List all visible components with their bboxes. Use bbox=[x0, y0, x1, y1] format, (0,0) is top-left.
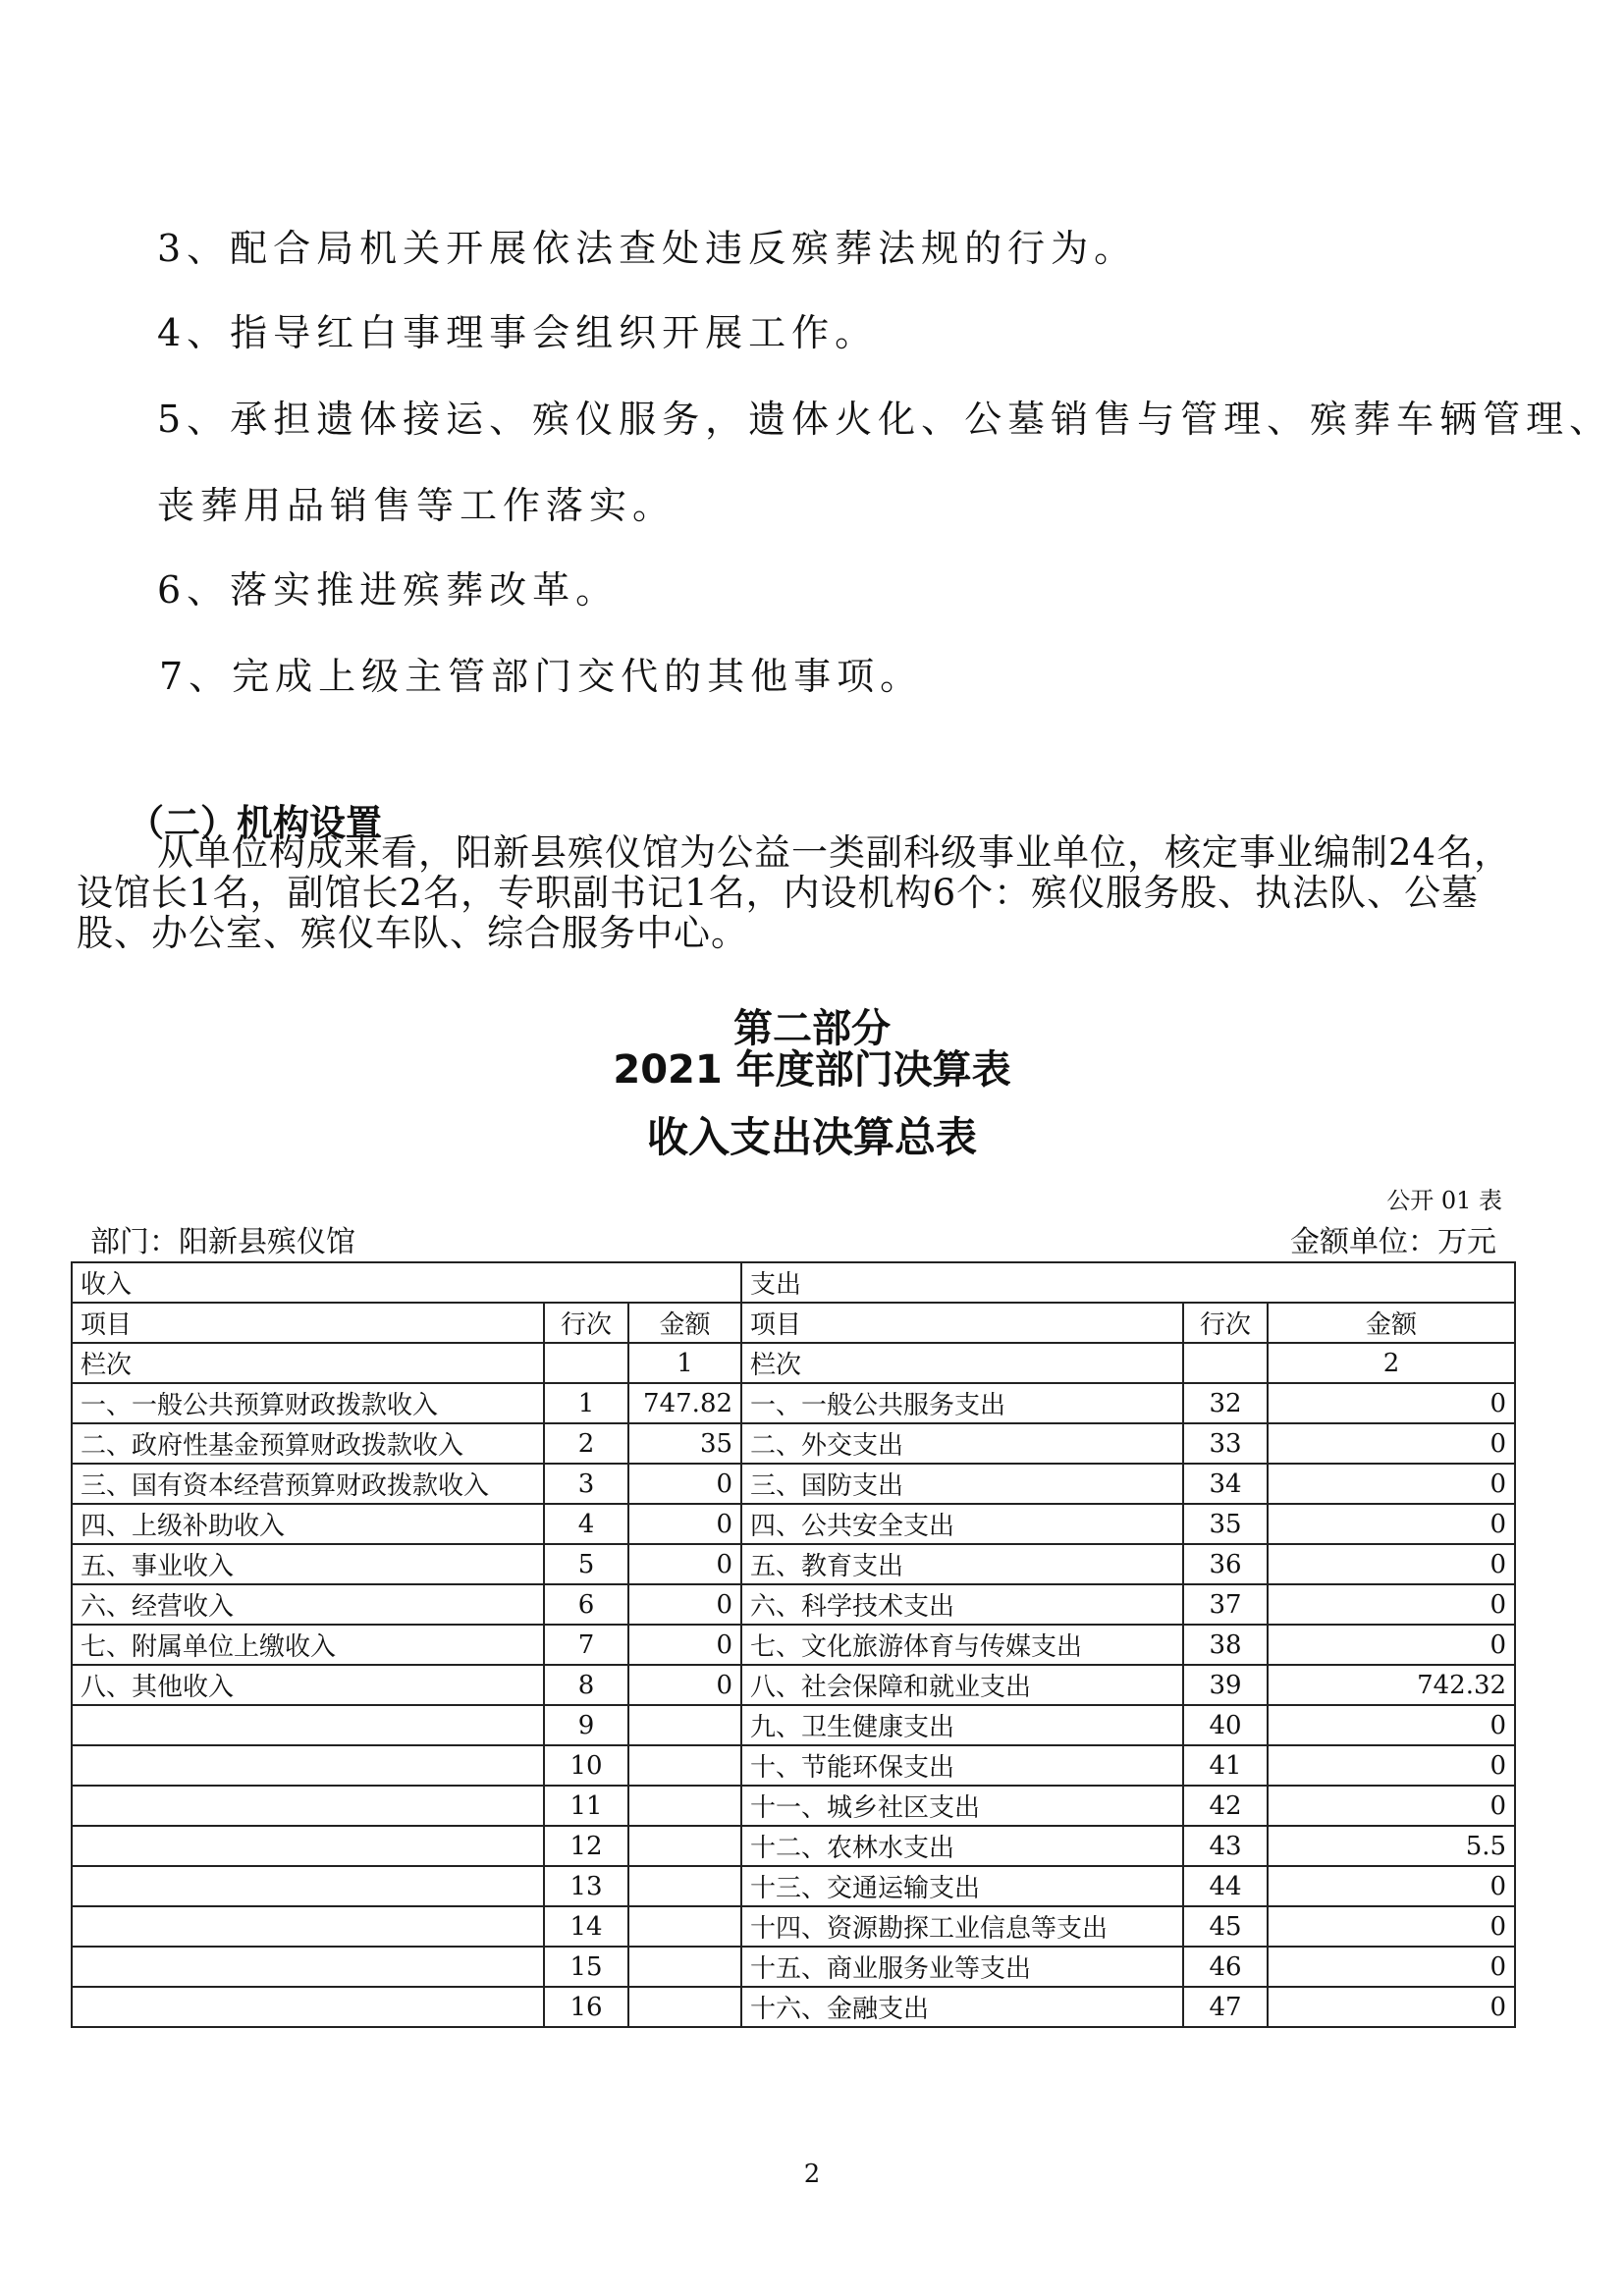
cell-in-amt bbox=[628, 1987, 741, 2027]
cell-ex-row: 43 bbox=[1183, 1826, 1268, 1866]
cell-ex-amt: 0 bbox=[1268, 1584, 1515, 1625]
cell-ex-row: 35 bbox=[1183, 1504, 1268, 1544]
cell-ex-row: 45 bbox=[1183, 1906, 1268, 1947]
cell-ex-amt: 0 bbox=[1268, 1745, 1515, 1786]
cell-in-item bbox=[72, 1745, 544, 1786]
cell-ex-item: 十二、农林水支出 bbox=[741, 1826, 1183, 1866]
cell-in-amt bbox=[628, 1826, 741, 1866]
cell-ex-amt: 5.5 bbox=[1268, 1826, 1515, 1866]
cell-ex-item: 十四、资源勘探工业信息等支出 bbox=[741, 1906, 1183, 1947]
table-row bbox=[72, 1866, 1515, 1906]
cell-in-amt: 0 bbox=[628, 1625, 741, 1665]
duty-item-5-cont: 丧葬用品销售等工作落实。 bbox=[157, 484, 677, 527]
cell-in-item: 六、经营收入 bbox=[72, 1584, 544, 1625]
col-income-amount: 金额 bbox=[628, 1303, 741, 1343]
duty-item-6: 6、落实推进殡葬改革。 bbox=[157, 568, 620, 612]
amount-unit-label: 金额单位：万元 bbox=[1290, 1225, 1496, 1259]
duty-item-3: 3、配合局机关开展依法查处违反殡葬法规的行为。 bbox=[157, 227, 1138, 270]
cell-in-row: 3 bbox=[544, 1464, 628, 1504]
cell-ex-item: 七、文化旅游体育与传媒支出 bbox=[741, 1625, 1183, 1665]
cell-in-amt: 747.82 bbox=[628, 1383, 741, 1423]
cell-in-row: 16 bbox=[544, 1987, 628, 2027]
cell-in-amt: 0 bbox=[628, 1584, 741, 1625]
cell-in-amt: 0 bbox=[628, 1464, 741, 1504]
table-row bbox=[72, 1383, 1515, 1423]
cell-in-amt bbox=[628, 1866, 741, 1906]
cell-ex-amt: 0 bbox=[1268, 1906, 1515, 1947]
cell-in-row: 1 bbox=[544, 1383, 628, 1423]
cell-ex-row: 40 bbox=[1183, 1705, 1268, 1745]
part-title: 第二部分 bbox=[733, 1006, 891, 1051]
cell-in-row: 7 bbox=[544, 1625, 628, 1665]
cell-ex-row: 39 bbox=[1183, 1665, 1268, 1705]
cell-in-row: 10 bbox=[544, 1745, 628, 1786]
cell-in-amt: 0 bbox=[628, 1544, 741, 1584]
cell-in-item: 七、附属单位上缴收入 bbox=[72, 1625, 544, 1665]
cell-in-item bbox=[72, 1866, 544, 1906]
income-expense-table bbox=[71, 1261, 1516, 2028]
cell-ex-amt: 0 bbox=[1268, 1947, 1515, 1987]
cell-ex-row: 32 bbox=[1183, 1383, 1268, 1423]
cell-ex-item: 六、科学技术支出 bbox=[741, 1584, 1183, 1625]
expense-header: 支出 bbox=[741, 1262, 1515, 1303]
cell-ex-amt: 0 bbox=[1268, 1464, 1515, 1504]
table-row bbox=[72, 1665, 1515, 1705]
cell-in-amt bbox=[628, 1947, 741, 1987]
cell-in-row: 12 bbox=[544, 1826, 628, 1866]
lanci-income-label: 栏次 bbox=[72, 1343, 544, 1383]
cell-ex-item: 四、公共安全支出 bbox=[741, 1504, 1183, 1544]
lanci-expense-num: 2 bbox=[1268, 1343, 1515, 1383]
cell-ex-row: 38 bbox=[1183, 1625, 1268, 1665]
cell-ex-row: 42 bbox=[1183, 1786, 1268, 1826]
table-title: 收入支出决算总表 bbox=[646, 1113, 977, 1161]
income-header: 收入 bbox=[72, 1262, 741, 1303]
table-row bbox=[72, 1584, 1515, 1625]
cell-ex-amt: 0 bbox=[1268, 1504, 1515, 1544]
part-subtitle: 2021 年度部门决算表 bbox=[613, 1047, 1011, 1093]
lanci-row bbox=[72, 1343, 1515, 1383]
table-row bbox=[72, 1786, 1515, 1826]
cell-in-item bbox=[72, 1826, 544, 1866]
lanci-expense-label: 栏次 bbox=[741, 1343, 1183, 1383]
cell-ex-row: 34 bbox=[1183, 1464, 1268, 1504]
cell-ex-item: 八、社会保障和就业支出 bbox=[741, 1665, 1183, 1705]
cell-in-item bbox=[72, 1786, 544, 1826]
cell-ex-item: 二、外交支出 bbox=[741, 1423, 1183, 1464]
cell-in-row: 5 bbox=[544, 1544, 628, 1584]
cell-ex-amt: 0 bbox=[1268, 1866, 1515, 1906]
cell-ex-amt: 0 bbox=[1268, 1625, 1515, 1665]
cell-ex-amt: 0 bbox=[1268, 1987, 1515, 2027]
cell-ex-item: 一、一般公共服务支出 bbox=[741, 1383, 1183, 1423]
cell-in-item: 一、一般公共预算财政拨款收入 bbox=[72, 1383, 544, 1423]
col-expense-amount: 金额 bbox=[1268, 1303, 1515, 1343]
table-row bbox=[72, 1625, 1515, 1665]
cell-in-amt: 35 bbox=[628, 1423, 741, 1464]
cell-ex-item: 十六、金融支出 bbox=[741, 1987, 1183, 2027]
cell-in-item: 八、其他收入 bbox=[72, 1665, 544, 1705]
cell-ex-item: 十三、交通运输支出 bbox=[741, 1866, 1183, 1906]
cell-ex-row: 41 bbox=[1183, 1745, 1268, 1786]
cell-in-row: 11 bbox=[544, 1786, 628, 1826]
cell-ex-row: 37 bbox=[1183, 1584, 1268, 1625]
cell-in-amt: 0 bbox=[628, 1665, 741, 1705]
lanci-expense-row-empty bbox=[1183, 1343, 1268, 1383]
column-header-row bbox=[72, 1303, 1515, 1343]
duty-item-5: 5、承担遗体接运、殡仪服务，遗体火化、公墓销售与管理、殡葬车辆管理、 bbox=[157, 398, 1613, 441]
cell-ex-item: 三、国防支出 bbox=[741, 1464, 1183, 1504]
cell-in-item bbox=[72, 1906, 544, 1947]
cell-ex-item: 十一、城乡社区支出 bbox=[741, 1786, 1183, 1826]
cell-in-row: 9 bbox=[544, 1705, 628, 1745]
table-row bbox=[72, 1705, 1515, 1745]
cell-in-item: 五、事业收入 bbox=[72, 1544, 544, 1584]
cell-ex-item: 九、卫生健康支出 bbox=[741, 1705, 1183, 1745]
cell-in-row: 8 bbox=[544, 1665, 628, 1705]
col-income-item: 项目 bbox=[72, 1303, 544, 1343]
cell-ex-amt: 742.32 bbox=[1268, 1665, 1515, 1705]
cell-in-row: 14 bbox=[544, 1906, 628, 1947]
cell-in-amt bbox=[628, 1786, 741, 1826]
cell-in-row: 6 bbox=[544, 1584, 628, 1625]
cell-ex-row: 36 bbox=[1183, 1544, 1268, 1584]
col-income-row: 行次 bbox=[544, 1303, 628, 1343]
duty-item-7: 7、完成上级主管部门交代的其他事项。 bbox=[159, 655, 924, 698]
cell-in-item bbox=[72, 1947, 544, 1987]
cell-in-item bbox=[72, 1987, 544, 2027]
col-expense-item: 项目 bbox=[741, 1303, 1183, 1343]
cell-in-amt bbox=[628, 1745, 741, 1786]
table-row bbox=[72, 1826, 1515, 1866]
page-number: 2 bbox=[803, 2160, 821, 2189]
cell-ex-item: 五、教育支出 bbox=[741, 1544, 1183, 1584]
cell-ex-amt: 0 bbox=[1268, 1423, 1515, 1464]
cell-ex-amt: 0 bbox=[1268, 1786, 1515, 1826]
table-row bbox=[72, 1504, 1515, 1544]
table-row bbox=[72, 1745, 1515, 1786]
cell-in-row: 4 bbox=[544, 1504, 628, 1544]
cell-ex-item: 十五、商业服务业等支出 bbox=[741, 1947, 1183, 1987]
cell-in-item: 四、上级补助收入 bbox=[72, 1504, 544, 1544]
cell-in-item: 三、国有资本经营预算财政拨款收入 bbox=[72, 1464, 544, 1504]
form-code: 公开 01 表 bbox=[1386, 1187, 1502, 1214]
cell-ex-row: 47 bbox=[1183, 1987, 1268, 2027]
table-row bbox=[72, 1906, 1515, 1947]
org-section-body: 从单位构成来看，阳新县殡仪馆为公益一类副科级事业单位，核定事业编制24名，设馆长1名，副馆长2名，专职副书记1名，内设机构6个：殡仪服务股、执法队、公墓股、办公室、殡仪车队、综合服务中心。 bbox=[77, 831, 1512, 954]
cell-in-item bbox=[72, 1705, 544, 1745]
org-section-heading: （二）机构设置 bbox=[128, 802, 382, 844]
cell-ex-amt: 0 bbox=[1268, 1544, 1515, 1584]
cell-in-amt bbox=[628, 1705, 741, 1745]
cell-ex-row: 44 bbox=[1183, 1866, 1268, 1906]
lanci-income-num: 1 bbox=[628, 1343, 741, 1383]
cell-ex-row: 46 bbox=[1183, 1947, 1268, 1987]
table-row bbox=[72, 1464, 1515, 1504]
cell-in-row: 13 bbox=[544, 1866, 628, 1906]
cell-in-amt bbox=[628, 1906, 741, 1947]
section-header-row bbox=[72, 1262, 1515, 1303]
department-label: 部门：阳新县殡仪馆 bbox=[90, 1225, 355, 1259]
table-row bbox=[72, 1947, 1515, 1987]
cell-ex-amt: 0 bbox=[1268, 1383, 1515, 1423]
cell-in-row: 2 bbox=[544, 1423, 628, 1464]
cell-in-row: 15 bbox=[544, 1947, 628, 1987]
cell-ex-row: 33 bbox=[1183, 1423, 1268, 1464]
cell-in-amt: 0 bbox=[628, 1504, 741, 1544]
duty-item-4: 4、指导红白事理事会组织开展工作。 bbox=[157, 311, 879, 354]
cell-in-item: 二、政府性基金预算财政拨款收入 bbox=[72, 1423, 544, 1464]
cell-ex-amt: 0 bbox=[1268, 1705, 1515, 1745]
table-row bbox=[72, 1423, 1515, 1464]
org-section-text bbox=[77, 832, 1512, 953]
cell-ex-item: 十、节能环保支出 bbox=[741, 1745, 1183, 1786]
col-expense-row: 行次 bbox=[1183, 1303, 1268, 1343]
table-row bbox=[72, 1544, 1515, 1584]
table-row bbox=[72, 1987, 1515, 2027]
lanci-income-row-empty bbox=[544, 1343, 628, 1383]
